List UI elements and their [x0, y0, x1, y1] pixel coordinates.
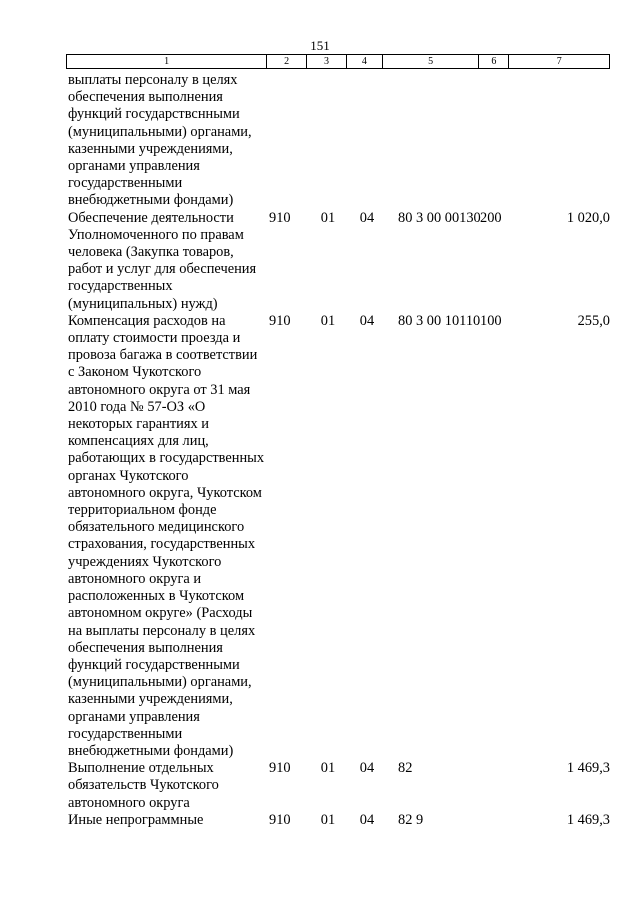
row-subsection: 04 [359, 811, 375, 828]
row-target-item: 80 3 00 00130 [398, 209, 481, 226]
row-description: выплаты персоналу в целях обеспечения выполнения функций государствснными (муниципальными) органами, казенными учреждениями, органами управления государственными внебюджетными фондами) [68, 72, 252, 209]
page-number: 151 [310, 38, 330, 53]
row-expense-type: 200 [480, 209, 502, 226]
table-row [66, 812, 610, 829]
row-code: 910 [269, 811, 291, 828]
row-subsection [347, 72, 383, 210]
row-subsection: 04 [359, 209, 375, 226]
row-section: 01 [320, 312, 336, 329]
row-target-item [383, 72, 480, 210]
row-target-item: 80 3 00 10110 [398, 312, 481, 329]
row-section [307, 72, 347, 210]
row-code [267, 72, 307, 210]
row-code: 910 [269, 312, 291, 329]
table-row [66, 313, 610, 760]
row-target-item: 82 9 [398, 811, 424, 828]
row-amount: 255,0 [577, 312, 610, 329]
row-subsection: 04 [359, 760, 375, 777]
row-amount: 1 020,0 [566, 209, 610, 226]
row-amount: 1 469,3 [566, 811, 610, 828]
row-subsection: 04 [359, 312, 375, 329]
row-amount: 1 469,3 [566, 760, 610, 777]
column-header-3: 3 [307, 55, 347, 68]
column-header-6: 6 [479, 55, 509, 68]
row-expense-type [480, 812, 510, 829]
row-target-item: 82 [398, 760, 413, 777]
row-section: 01 [320, 209, 336, 226]
column-header-7: 7 [556, 56, 562, 67]
row-description: Иные непрограммные [68, 811, 204, 828]
row-code: 910 [269, 760, 291, 777]
row-amount [510, 72, 610, 210]
row-description: Обеспечение деятельности Уполномоченного по правам человека (Закупка товаров, работ и услуг для обеспечения государственных (муниципальных) нужд) [68, 209, 257, 312]
column-header-5: 5 [383, 55, 480, 68]
row-code: 910 [269, 209, 291, 226]
table-header [66, 54, 610, 69]
row-description: Выполнение отдельных обязательств Чукотского автономного округа [68, 760, 219, 811]
column-header-1: 1 [67, 55, 267, 68]
row-description: Компенсация расходов на оплату стоимости проезда и провоза багажа в соответствии с Законом Чукотского автономного округа от 31 мая 2010 года № 57-ОЗ «О некоторых гарантиях и компенсациях для лиц, работающих в государственных органах Чукотского автономного округа, Чукотском территориальном фонде обязательного медицинского страхования, государственных учреждениях Чукотского автономного округа и расположенных в Чукотском автономном округе» (Расходы на выплаты персоналу в целях обеспечения выполнения функций государственными (муниципальными) органами, казенными учреждениями, органами управления государственными внебюджетными фондами) [68, 312, 265, 759]
budget-table [66, 72, 610, 829]
row-expense-type: 100 [480, 312, 502, 329]
column-header-4: 4 [347, 55, 383, 68]
table-row [66, 72, 610, 210]
row-section: 01 [320, 760, 336, 777]
column-header-2: 2 [267, 55, 307, 68]
row-expense-type [480, 760, 510, 812]
row-section: 01 [320, 811, 336, 828]
table-row [66, 760, 610, 812]
row-expense-type [480, 72, 510, 210]
table-row [66, 210, 610, 313]
